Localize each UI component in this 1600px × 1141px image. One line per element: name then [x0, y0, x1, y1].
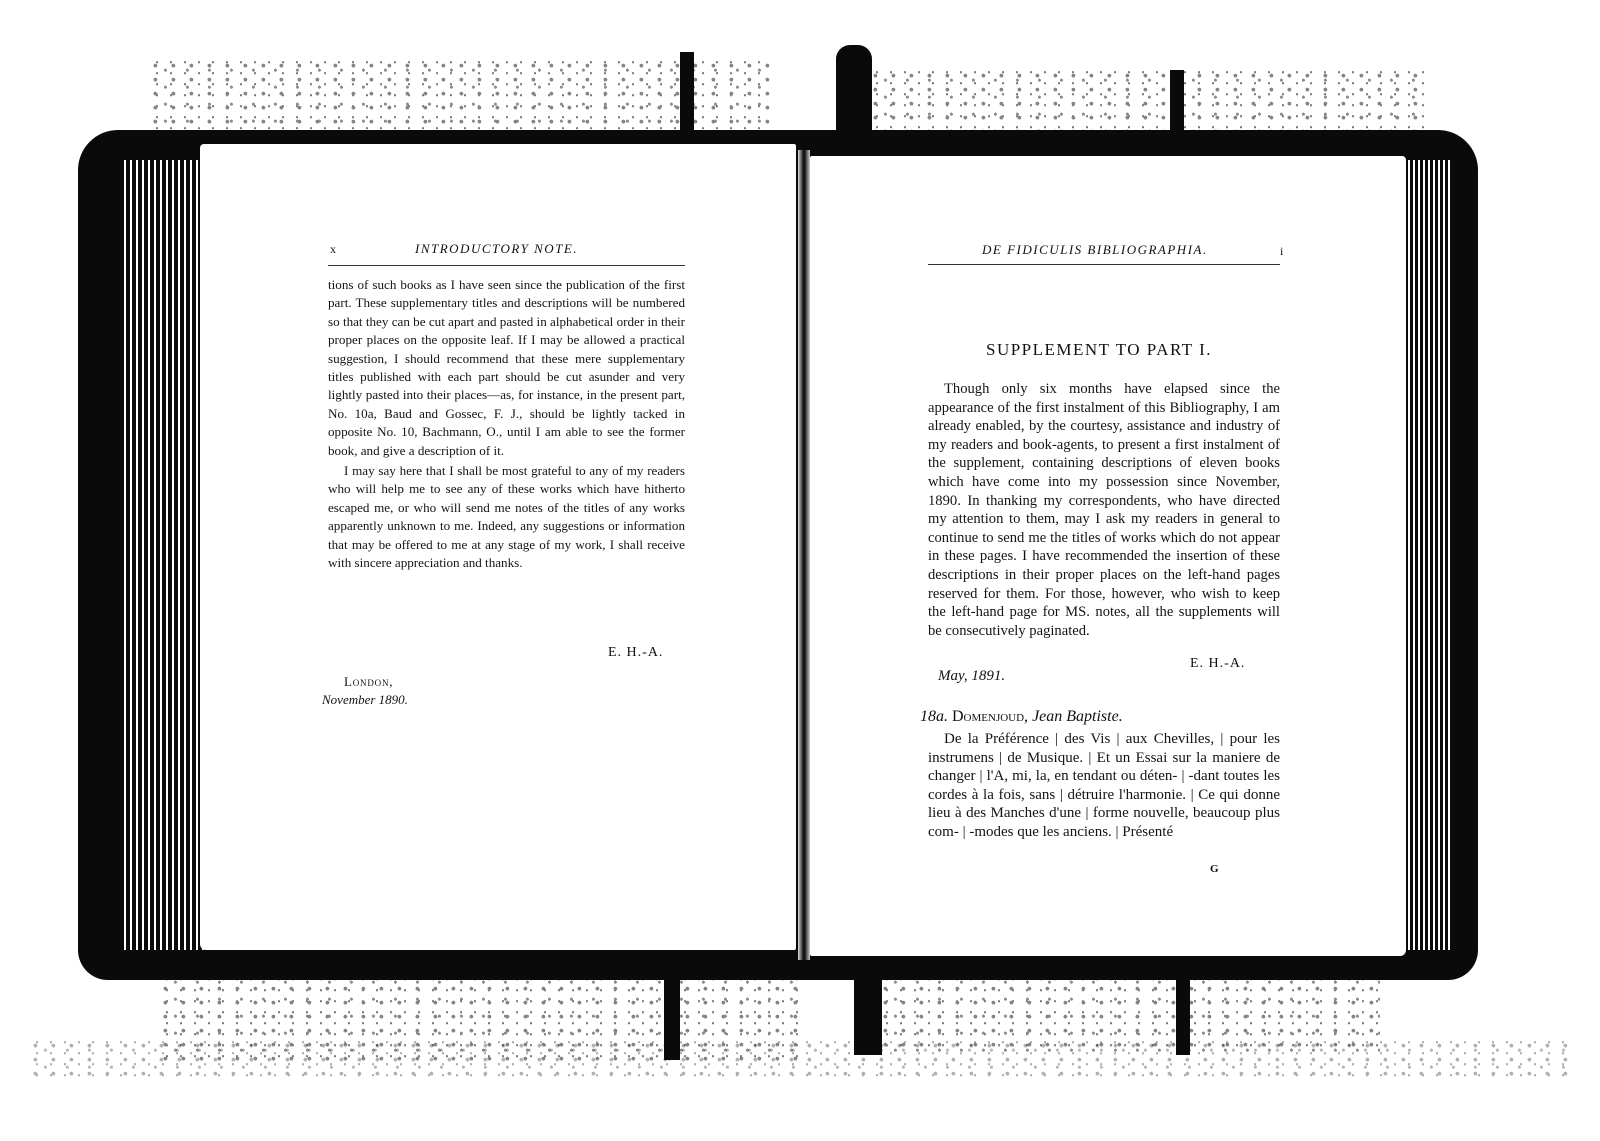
- left-paragraph-2: I may say here that I shall be most grateful to any of my readers who will help me to see any of these works which have hitherto escaped me, or who will send me notes of the titles of any works apparently unknown to me. Indeed, any suggestions or information that may be offered to me at any stage of my work, I shall receive with sincere appreciation and thanks.: [328, 463, 685, 571]
- entry-description: De la Préférence | des Vis | aux Chevilles, | pour les instrumens | de Musique. | Et un Essai sur la maniere de changer | l'A, mi, la, en tendant ou déten- | -dant toutes les cordes à la fois, sans | détruire l'harmonie. | Ce qui donne lieu à des Manches d'une | forme nouvelle, beaucoup plus com- | -modes que les anciens. | Présenté: [928, 731, 1280, 840]
- signature-mark: G: [1210, 863, 1219, 875]
- running-head-rule: [928, 264, 1280, 265]
- section-title: SUPPLEMENT TO PART I.: [986, 340, 1213, 359]
- right-paragraph-1: Though only six months have elapsed since the appearance of the first instalment of this Bibliography, I am already enabled, by the courtesy, assistance and industry of my readers and book-agents, to present a first instalment of the supplement, containing descriptions of eleven books which have come into my possession since November, 1890. In thanking my correspondents, who have directed my attention to them, may I ask my readers in general to continue to send me the titles of works which do not appear in these pages. I have recommended the insertion of these descriptions in their proper places on the left-hand pages reserved for them. For those, however, who wish to keep the left-hand page for MS. notes, all the supplements will be consecutively paginated.: [928, 381, 1280, 639]
- entry-number: 18a.: [920, 708, 948, 725]
- entry-author: Domenjoud,: [952, 708, 1029, 725]
- right-signature: E. H.-A.: [1190, 656, 1246, 671]
- left-running-head: INTRODUCTORY NOTE.: [415, 241, 579, 256]
- entry-heading: [920, 708, 1123, 726]
- right-date-line: May, 1891.: [938, 668, 1006, 684]
- entry-body-text: [928, 730, 1280, 842]
- right-body-text: [928, 380, 1280, 640]
- right-folio: i: [1280, 244, 1284, 258]
- scan-noise: [30, 1040, 1570, 1080]
- entry-forename: Jean Baptiste.: [1032, 708, 1123, 725]
- place-line: London,: [344, 674, 394, 689]
- left-folio: x: [330, 242, 336, 256]
- left-page: [200, 144, 796, 950]
- right-page: [810, 156, 1406, 956]
- running-head-rule: [328, 265, 685, 266]
- right-running-head: DE FIDICULIS BIBLIOGRAPHIA.: [982, 242, 1208, 257]
- left-body-text: [328, 276, 685, 573]
- book-gutter: [798, 150, 810, 960]
- left-signature: E. H.-A.: [608, 645, 664, 660]
- left-paragraph-1: tions of such books as I have seen since the publication of the first part. These supplementary titles and descriptions will be numbered so that they can be cut apart and pasted in alphabetical order in their proper places on the opposite leaf. If I may be allowed a practical suggestion, I should recommend that these mere supplementary titles published with each part should be cut asunder and very lightly pasted into their places—as, for instance, in the present part, No. 10a, Baud and Gossec, F. J., should be lightly tacked in opposite No. 10, Bachmann, O., until I am able to see the former book, and give a description of it.: [328, 277, 685, 458]
- date-line: November 1890.: [322, 692, 408, 707]
